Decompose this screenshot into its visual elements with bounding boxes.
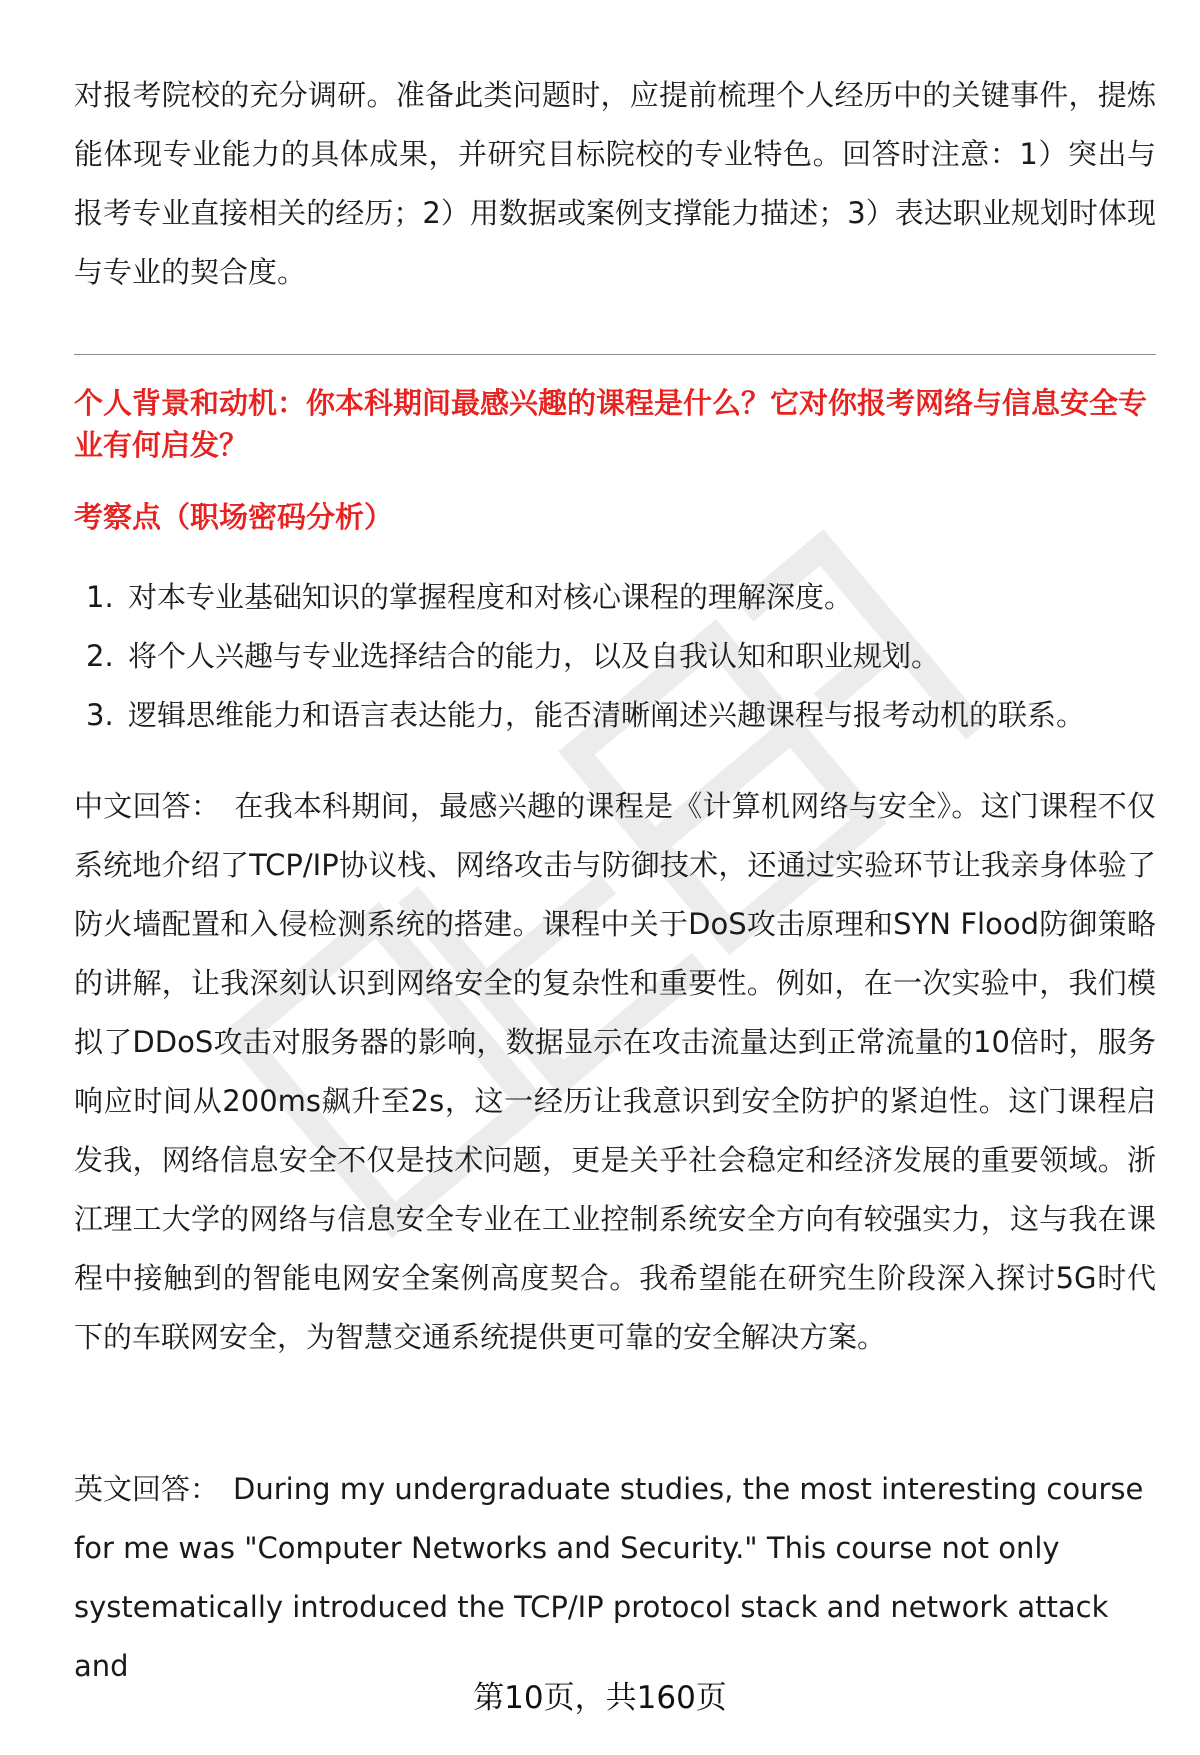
english-answer <box>74 1460 1156 1696</box>
analysis-points-list <box>74 568 1156 745</box>
question-heading: 个人背景和动机：你本科期间最感兴趣的课程是什么？它对你报考网络与信息安全专业有何启发？ <box>74 386 1148 462</box>
chinese-answer <box>74 777 1156 1367</box>
page-footer: 第10页，共160页 <box>473 1680 727 1716</box>
analysis-point <box>74 686 1156 745</box>
chinese-answer-label: 中文回答： <box>74 789 221 823</box>
point-number: 1. <box>86 580 114 614</box>
point-text: 对本专业基础知识的掌握程度和对核心课程的理解深度。 <box>128 580 854 614</box>
analysis-point <box>74 627 1156 686</box>
chinese-answer-text: 在我本科期间，最感兴趣的课程是《计算机网络与安全》。这门课程不仅系统地介绍了TCP/IP协议栈、网络攻击与防御技术，还通过实验环节让我亲身体验了防火墙配置和入侵检测系统的搭建。课程中关于DoS攻击原理和SYN Flood防御策略的讲解，让我深刻认识到网络安全的复杂性和重要性。例如，在一次实验中，我们模拟了DDoS攻击对服务器的影响，数据显示在攻击流量达到正常流量的10倍时，服务响应时间从200ms飙升至2s，这一经历让我意识到安全防护的紧迫性。这门课程启发我，网络信息安全不仅是技术问题，更是关乎社会稳定和经济发展的重要领域。浙江理工大学的网络与信息安全专业在工业控制系统安全方向有较强实力，这与我在课程中接触到的智能电网安全案例高度契合。我希望能在研究生阶段深入探讨5G时代下的车联网安全，为智慧交通系统提供更可靠的安全解决方案。 <box>74 789 1156 1354</box>
point-text: 将个人兴趣与专业选择结合的能力，以及自我认知和职业规划。 <box>128 639 941 673</box>
intro-paragraph: 对报考院校的充分调研。准备此类问题时，应提前梳理个人经历中的关键事件，提炼能体现专业能力的具体成果，并研究目标院校的专业特色。回答时注意：1）突出与报考专业直接相关的经历；2）用数据或案例支撑能力描述；3）表达职业规划时体现与专业的契合度。 <box>74 78 1156 289</box>
english-answer-label: 英文回答： <box>74 1472 220 1506</box>
section-divider <box>74 354 1156 355</box>
point-text: 逻辑思维能力和语言表达能力，能否清晰阐述兴趣课程与报考动机的联系。 <box>128 698 1086 732</box>
analysis-point <box>74 568 1156 627</box>
point-number: 2. <box>86 639 114 673</box>
analysis-heading: 考察点（职场密码分析） <box>74 500 394 534</box>
english-answer-text: During my undergraduate studies, the most interesting course for me was "Computer Networks and Security." This course not only systematically introduced the TCP/IP protocol stack and network attack and <box>74 1472 1144 1683</box>
point-number: 3. <box>86 698 114 732</box>
